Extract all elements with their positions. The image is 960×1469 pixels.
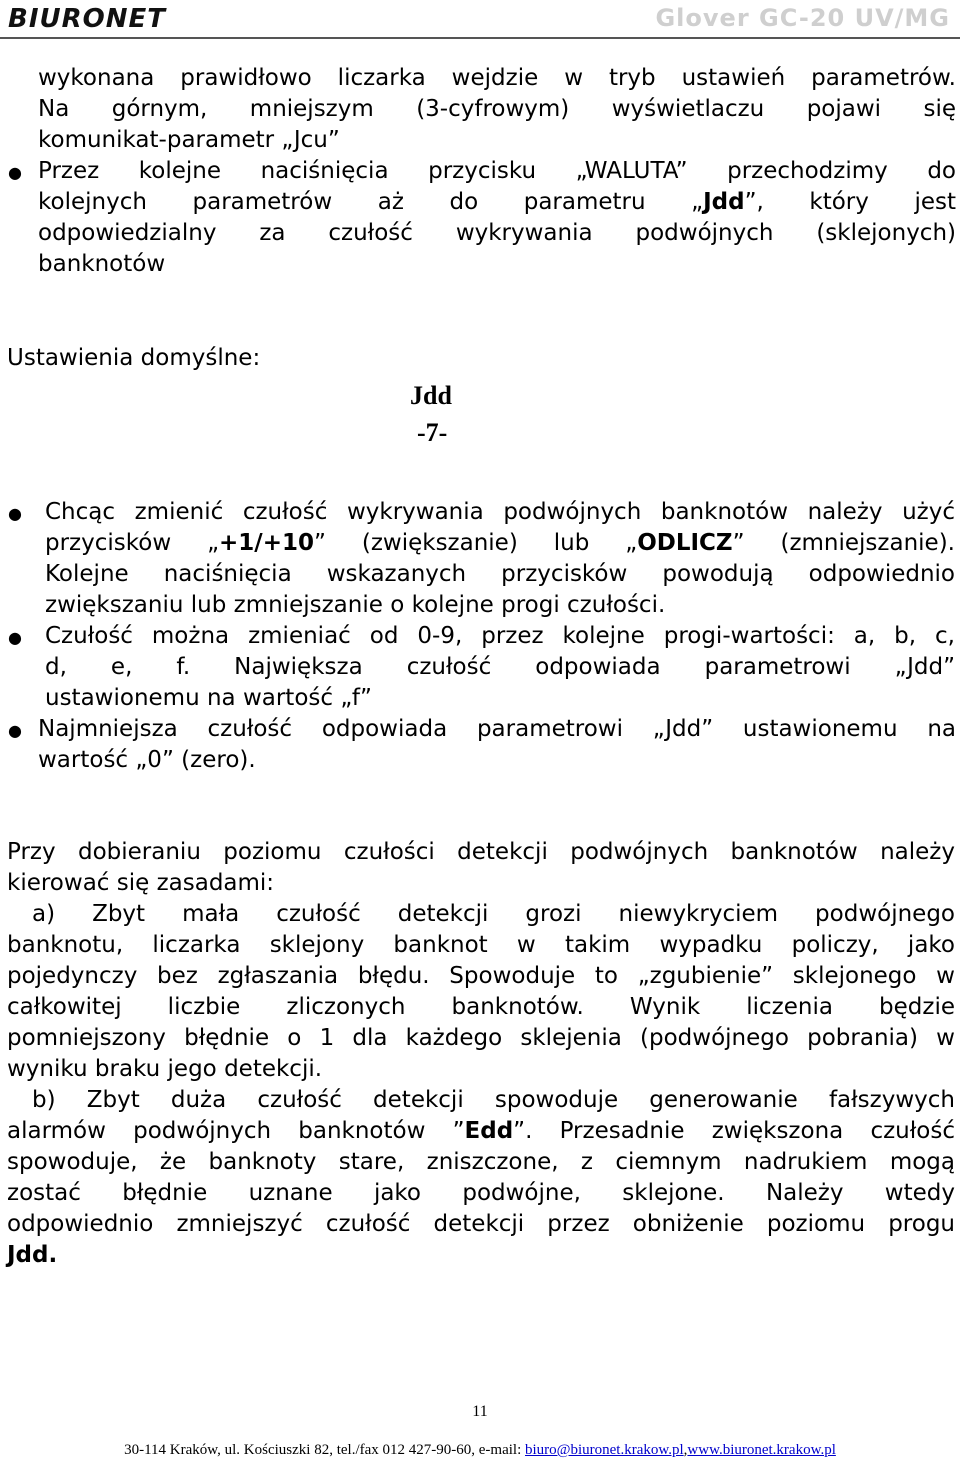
bullet-line: kolejnych parametrów aż do parametru „Jdd”, który jest bbox=[38, 189, 956, 215]
rules-line: b) Zbyt duża czułość detekcji spowoduje generowanie fałszywych bbox=[32, 1087, 955, 1113]
rules-line: banknotu, liczarka sklejony banknot w takim wypadku policzy, jako bbox=[7, 932, 955, 958]
bullet-line: Przez kolejne naciśnięcia przycisku „WALUTA” przechodzimy do bbox=[38, 158, 956, 184]
rules-section bbox=[7, 837, 955, 1271]
bullet-min bbox=[38, 714, 956, 776]
page-footer: 30-114 Kraków, ul. Kościuszki 82, tel./fax 012 427-90-60, e-mail: biuro@biuronet.krakow.pl,www.biuronet.krakow.pl bbox=[124, 1442, 836, 1458]
bullet-line: Chcąc zmienić czułość wykrywania podwójnych banknotów należy użyć bbox=[45, 499, 955, 525]
bullet-change-sensitivity bbox=[45, 497, 955, 621]
page-header bbox=[0, 0, 960, 36]
intro-line: wykonana prawidłowo liczarka wejdzie w tryb ustawień parametrów. bbox=[38, 65, 956, 91]
bullet-line: wartość „0” (zero). bbox=[38, 747, 256, 773]
footer-address: 30-114 Kraków, ul. Kościuszki 82, tel./fax 012 427-90-60, e-mail: bbox=[124, 1442, 526, 1458]
display-param: Jdd bbox=[410, 381, 452, 410]
intro-line: komunikat-parametr „Jcu” bbox=[38, 127, 340, 153]
bullet-icon: ● bbox=[8, 628, 22, 647]
bullet-range bbox=[45, 621, 955, 714]
rules-line: Jdd. bbox=[7, 1242, 58, 1268]
bullet-line: Najmniejsza czułość odpowiada parametrowi „Jdd” ustawionemu na bbox=[38, 716, 956, 742]
intro-paragraph bbox=[38, 63, 956, 156]
bullet-line: Czułość można zmieniać od 0-9, przez kolejne progi-wartości: a, b, c, bbox=[45, 623, 955, 649]
product-name: Glover GC-20 UV/MG bbox=[655, 4, 950, 32]
bullet-line: zwiększaniu lub zmniejszanie o kolejne progi czułości. bbox=[45, 592, 666, 618]
rules-line: całkowitej liczbie zliczonych banknotów. Wynik liczenia będzie bbox=[7, 994, 955, 1020]
email-link[interactable]: biuro@biuronet.krakow.pl bbox=[525, 1442, 684, 1458]
bullet-icon: ● bbox=[8, 163, 22, 182]
rules-line: alarmów podwójnych banknotów ”Edd”. Przesadnie zwiększona czułość bbox=[7, 1118, 955, 1144]
bullet-waluta bbox=[38, 156, 956, 280]
header-divider bbox=[0, 37, 960, 39]
defaults-label: Ustawienia domyślne: bbox=[7, 345, 261, 371]
rules-line: pomniejszony błędnie o 1 dla każdego sklejenia (podwójnego pobrania) w bbox=[7, 1025, 955, 1051]
bullet-line: d, e, f. Największa czułość odpowiada parametrowi „Jdd” bbox=[45, 654, 955, 680]
bullet-icon: ● bbox=[8, 721, 22, 740]
rules-line: zostać błędnie uznane jako podwójne, sklejone. Należy wtedy bbox=[7, 1180, 955, 1206]
bullet-line: ustawionemu na wartość „f” bbox=[45, 685, 372, 711]
bullet-line: banknotów bbox=[38, 251, 166, 277]
intro-line: Na górnym, mniejszym (3-cyfrowym) wyświetlaczu pojawi się bbox=[38, 96, 956, 122]
bullet-icon: ● bbox=[8, 504, 22, 523]
rules-line: wyniku braku jego detekcji. bbox=[7, 1056, 323, 1082]
bullet-line: odpowiedzialny za czułość wykrywania podwójnych (sklejonych) bbox=[38, 220, 956, 246]
rules-line: pojedynczy bez zgłaszania błędu. Spowoduje to „zgubienie” sklejonego w bbox=[7, 963, 955, 989]
bullet-line: przycisków „+1/+10” (zwiększanie) lub „ODLICZ” (zmniejszanie). bbox=[45, 530, 955, 556]
rules-line: spowoduje, że banknoty stare, zniszczone, z ciemnym nadrukiem mogą bbox=[7, 1149, 955, 1175]
bullet-line: Kolejne naciśnięcia wskazanych przycisków powodują odpowiednio bbox=[45, 561, 955, 587]
rules-line: odpowiednio zmniejszyć czułość detekcji przez obniżenie poziomu progu bbox=[7, 1211, 955, 1237]
biuronet-logo: BIURONET bbox=[8, 4, 166, 34]
page-number: 11 bbox=[472, 1403, 488, 1420]
rules-line: a) Zbyt mała czułość detekcji grozi niewykryciem podwójnego bbox=[32, 901, 955, 927]
rules-line: Przy dobieraniu poziomu czułości detekcji podwójnych banknotów należy bbox=[7, 839, 955, 865]
rules-line: kierować się zasadami: bbox=[7, 870, 275, 896]
display-value: -7- bbox=[417, 418, 448, 447]
website-link[interactable]: www.biuronet.krakow.pl bbox=[687, 1442, 836, 1458]
